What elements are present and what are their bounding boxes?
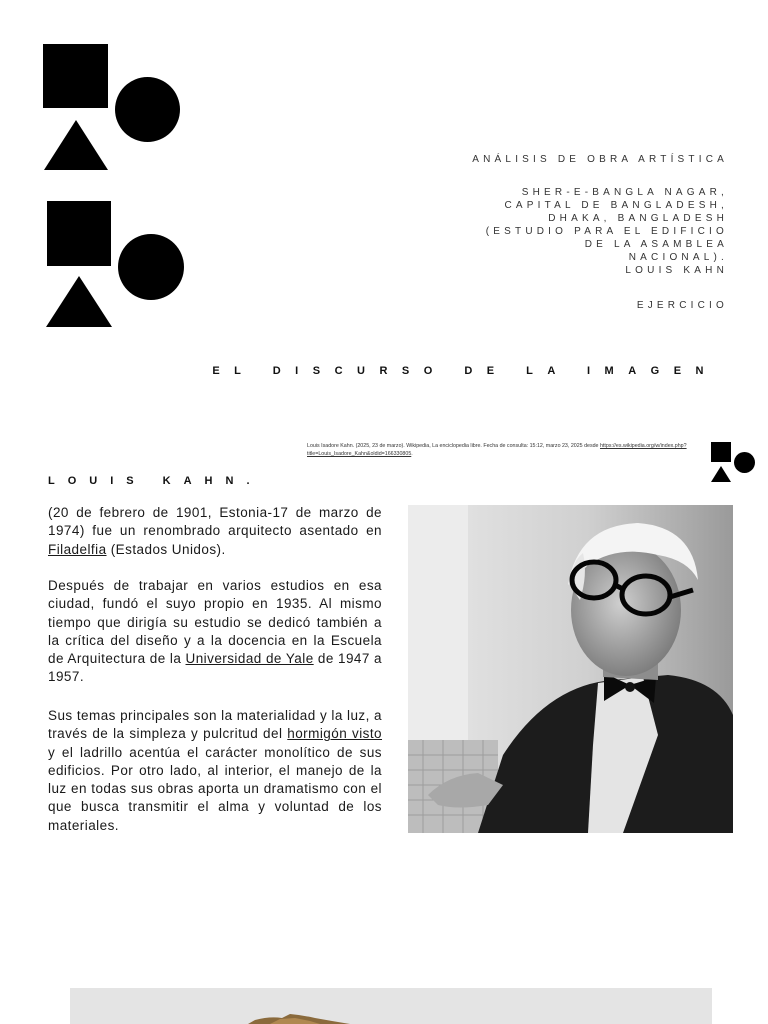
square-shape-icon [47,201,111,266]
document-type: ANÁLISIS DE OBRA ARTÍSTICA [472,154,728,165]
building-photo-cropped [70,988,712,1024]
bio-text: y el ladrillo acentúa el carácter monolítico de sus edificios. Por otro lado, al interior, el manejo de la luz en todas sus obras aporta un dramatismo con el que busca transmitir el alma y voluntad de los materiales. [48,744,382,833]
shapes-logo-top [43,44,183,170]
square-shape-icon [711,442,731,462]
citation [307,442,687,458]
yale-link[interactable]: Universidad de Yale [185,651,314,667]
section-title: EL DISCURSO DE LA IMAGEN [212,365,718,377]
triangle-shape-icon [46,276,112,327]
architect-name-heading: LOUIS KAHN. [48,475,263,487]
artwork-subject [468,186,728,277]
exercise-label: EJERCICIO [636,300,728,311]
subject-line: DE LA ASAMBLEA [584,239,728,250]
subject-line: NACIONAL). [628,252,728,263]
bio-text: Sus temas principales son la materialidad y la luz, a través de la simpleza y pulcritud del [48,708,382,742]
bio-paragraph-2 [48,577,382,687]
citation-link[interactable]: https://es.wikipedia.org/w/index.php?title=Louis_Isadore_Kahn&oldid=166330805 [307,443,687,457]
circle-shape-icon [115,77,180,142]
shapes-logo-small [711,442,757,482]
subject-line: LOUIS KAHN [625,265,728,276]
triangle-shape-icon [44,120,108,170]
citation-text: Louis Isadore Kahn. (2025, 23 de marzo). Wikipedia, La enciclopedia libre. Fecha de consulta: 15:12, marzo 23, 2025 desde [307,443,600,449]
subject-line: (ESTUDIO PARA EL EDIFICIO [485,226,728,237]
circle-shape-icon [118,234,184,300]
bio-text: Después de trabajar en varios estudios en esa ciudad, fundó el suyo propio en 1935. Al mismo tiempo que dirigía su estudio se dedicó también a la crítica del diseño y a la docencia en la Escuela de Arquitectura de la [48,578,382,667]
bio-text: (20 de febrero de 1901, Estonia-17 de marzo de 1974) fue un renombrado arquitecto asentado en [48,505,382,539]
bio-paragraph-1 [48,504,382,559]
subject-line: CAPITAL DE BANGLADESH, [504,200,728,211]
louis-kahn-portrait-photo [408,505,733,833]
square-shape-icon [43,44,108,108]
bio-text: (Estados Unidos). [106,541,226,557]
citation-end: . [411,451,413,457]
subject-line: DHAKA, BANGLADESH [548,213,728,224]
bio-text: de 1947 a 1957. [48,651,382,685]
shapes-logo-middle [47,201,187,327]
subject-line: SHER-E-BANGLA NAGAR, [521,187,728,198]
triangle-shape-icon [711,466,731,482]
filadelfia-link[interactable]: Filadelfia [48,541,107,557]
hormigon-visto-link[interactable]: hormigón visto [287,726,383,742]
bio-paragraph-3 [48,707,382,835]
circle-shape-icon [734,452,755,473]
